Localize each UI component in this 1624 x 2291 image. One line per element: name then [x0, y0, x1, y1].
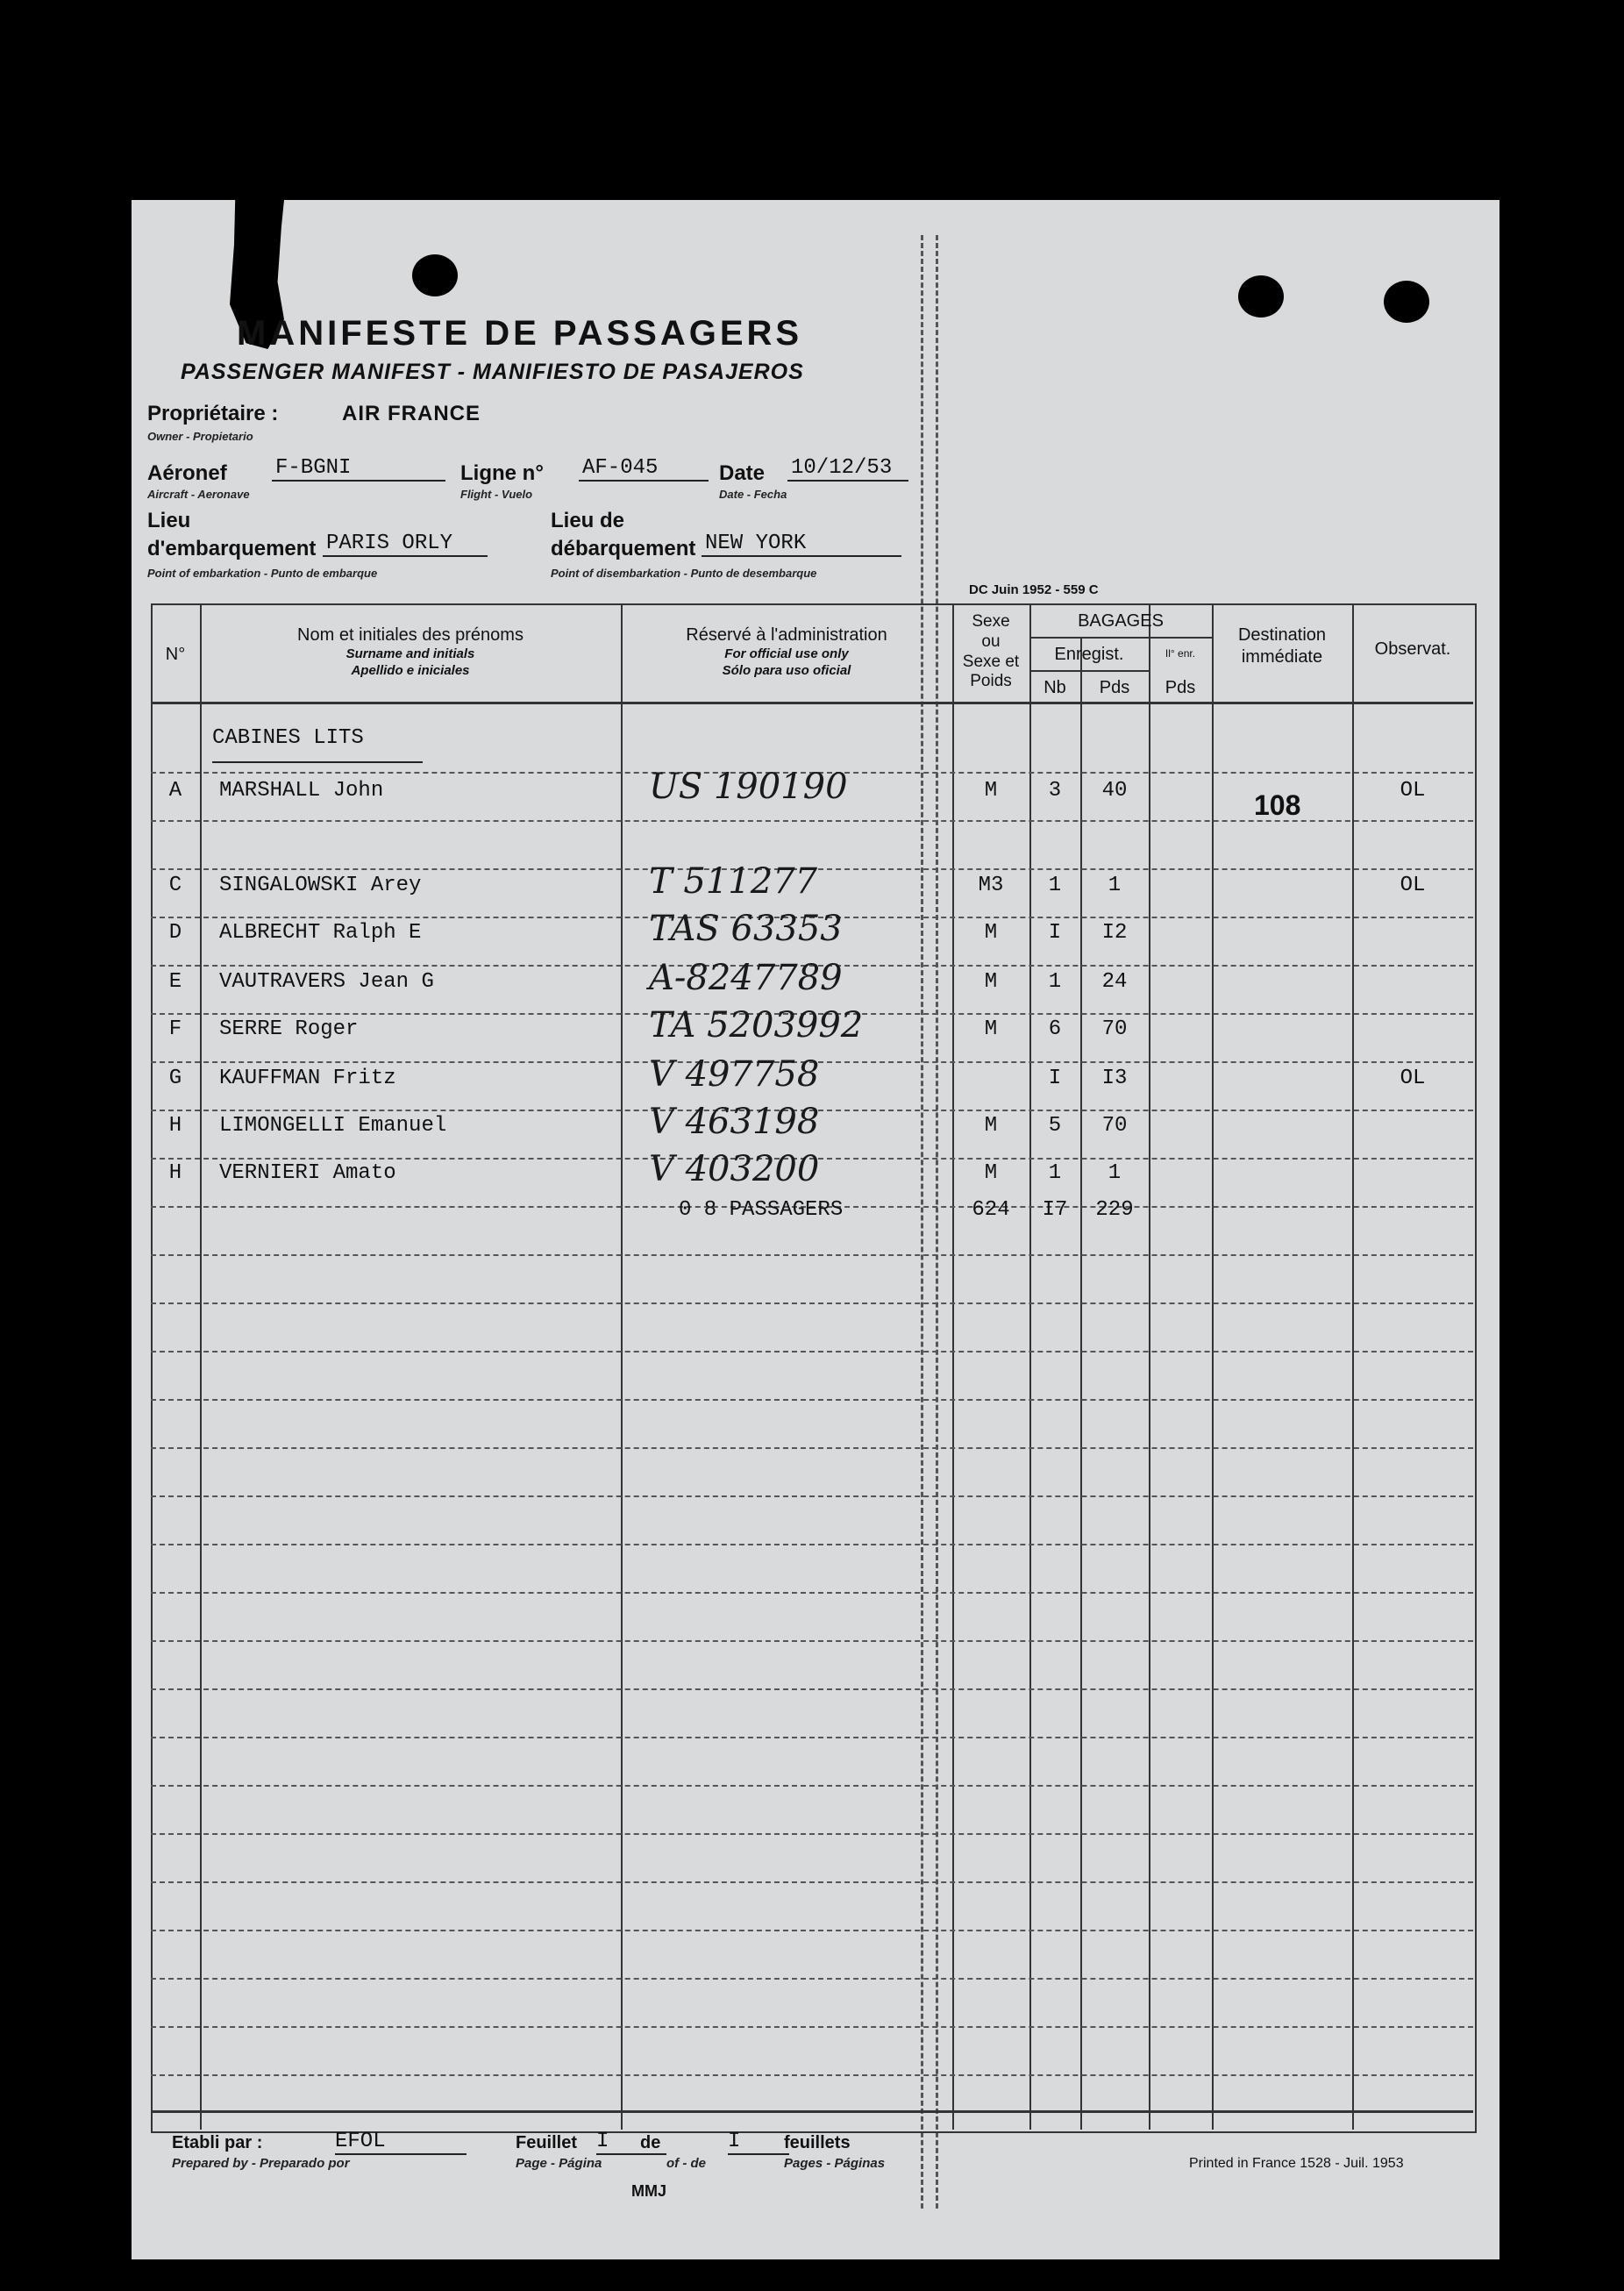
row-rule: [151, 1881, 1473, 1883]
row-rule: [151, 1303, 1473, 1304]
admin-handwritten-number: V 463198: [649, 1102, 820, 1142]
punch-hole: [1384, 281, 1429, 323]
initials: MMJ: [631, 2182, 666, 2200]
page-sub: Page - Página: [516, 2156, 602, 2171]
header-rule: [1029, 637, 1212, 639]
disembark-label-2: débarquement: [551, 537, 696, 560]
passenger-name: SERRE Roger: [219, 1017, 359, 1041]
column-divider: [1029, 603, 1031, 2130]
row-rule: [151, 1688, 1473, 1690]
col-header-admin-en: For official use only: [724, 646, 849, 661]
manifest-sheet: [132, 200, 1499, 2259]
col-header-dest-1: Destination: [1237, 625, 1327, 645]
baggage-weight: 1: [1108, 1161, 1122, 1185]
baggage-weight: I3: [1101, 1067, 1128, 1090]
col-header-admin-fr: Réservé à l'administration: [686, 625, 887, 645]
passenger-sex: M: [984, 779, 998, 803]
admin-handwritten-number: V 497758: [649, 1054, 820, 1095]
passenger-sex: M: [984, 921, 998, 945]
col-header-observat: Observat.: [1374, 639, 1451, 659]
passenger-sex: M: [984, 1114, 998, 1138]
row-rule: [151, 1785, 1473, 1787]
row-rule: [151, 1254, 1473, 1256]
header-rule: [1029, 670, 1149, 672]
col-header-name-fr: Nom et initiales des prénoms: [297, 625, 524, 645]
prepared-value: EFOL: [335, 2130, 467, 2155]
column-divider: [621, 603, 623, 2130]
row-rule: [151, 1833, 1473, 1835]
baggage-count: 1: [1048, 874, 1062, 897]
col-header-sexe-4: Poids: [970, 672, 1012, 691]
row-no: H: [168, 1161, 182, 1185]
admin-handwritten-number: US 190190: [649, 767, 848, 807]
passenger-name: KAUFFMAN Fritz: [219, 1067, 396, 1090]
observation: OL: [1400, 1067, 1426, 1090]
column-divider: [952, 603, 954, 2130]
date-sub: Date - Fecha: [719, 488, 787, 501]
embark-sub: Point of embarkation - Punto de embarque: [147, 567, 378, 580]
column-divider: [1212, 603, 1214, 2130]
embark-value: PARIS ORLY: [323, 532, 488, 557]
date-value: 10/12/53: [787, 456, 908, 482]
baggage-weight: 1: [1108, 874, 1122, 897]
of-label: de: [640, 2133, 661, 2152]
of-value: I: [728, 2130, 789, 2155]
passenger-name: VAUTRAVERS Jean G: [219, 970, 434, 994]
col-header-sexe-2: ou: [981, 632, 1001, 651]
flight-sub: Flight - Vuelo: [460, 488, 533, 501]
of-sub: of - de: [666, 2156, 706, 2171]
date-label: Date: [719, 461, 766, 485]
prepared-label: Etabli par :: [172, 2133, 263, 2152]
row-no: H: [168, 1114, 182, 1138]
admin-handwritten-number: A-8247789: [649, 958, 843, 998]
totals-pds: 229: [1095, 1198, 1134, 1222]
column-divider: [1149, 603, 1150, 2130]
baggage-count: 1: [1048, 970, 1062, 994]
column-divider: [200, 603, 202, 2130]
row-rule: [151, 1930, 1473, 1931]
row-rule: [151, 2074, 1473, 2076]
col-header-sexe-1: Sexe: [972, 612, 1010, 631]
totals-nb: I7: [1042, 1198, 1068, 1222]
col-header-pds2: Pds: [1165, 678, 1196, 697]
baggage-count: I: [1048, 921, 1062, 945]
row-no: C: [168, 874, 182, 897]
observation: OL: [1400, 874, 1426, 897]
row-rule: [151, 1447, 1473, 1449]
page-subtitle: PASSENGER MANIFEST - MANIFIESTO DE PASAJEROS: [181, 360, 804, 384]
row-no: F: [168, 1017, 182, 1041]
disembark-value: NEW YORK: [702, 532, 901, 557]
row-rule: [151, 1399, 1473, 1401]
page-title: MANIFESTE DE PASSAGERS: [237, 314, 803, 353]
row-rule: [151, 1495, 1473, 1497]
row-rule: [151, 1978, 1473, 1980]
admin-handwritten-number: TA 5203992: [649, 1005, 864, 1046]
col-header-destination: [1212, 624, 1352, 668]
column-divider: [1352, 603, 1354, 2130]
row-rule: [151, 1351, 1473, 1352]
baggage-weight: 40: [1101, 779, 1128, 803]
col-header-name-es: Apellido e iniciales: [351, 662, 470, 678]
sheet-label: Feuillet: [516, 2133, 578, 2152]
passenger-name: MARSHALL John: [219, 779, 384, 803]
footer-rule: [151, 2110, 1473, 2113]
row-no: E: [168, 970, 182, 994]
row-rule: [151, 1544, 1473, 1545]
baggage-weight: 24: [1101, 970, 1128, 994]
col-header-admin-es: Sólo para uso oficial: [722, 662, 851, 678]
passenger-name: VERNIERI Amato: [219, 1161, 396, 1185]
row-no: G: [168, 1067, 182, 1090]
header-bottom-rule: [151, 702, 1473, 704]
col-header-admin: [621, 624, 952, 680]
column-divider: [1080, 639, 1082, 2130]
passenger-sex: M: [984, 1017, 998, 1041]
col-header-pds: Pds: [1099, 678, 1130, 697]
row-rule: [151, 1640, 1473, 1642]
col-header-enregist: Enregist.: [1054, 645, 1124, 664]
observation: OL: [1400, 779, 1426, 803]
baggage-weight: 70: [1101, 1017, 1128, 1041]
row-rule: [151, 1737, 1473, 1738]
totals-label: 0 8 PASSAGERS: [679, 1198, 844, 1222]
baggage-count: 5: [1048, 1114, 1062, 1138]
passenger-sex: M: [984, 1161, 998, 1185]
punch-hole: [1238, 275, 1284, 318]
passenger-name: ALBRECHT Ralph E: [219, 921, 422, 945]
baggage-weight: I2: [1101, 921, 1128, 945]
passenger-sex: M3: [978, 874, 1004, 897]
col-header-nb: Nb: [1043, 678, 1066, 697]
row-no: A: [168, 779, 182, 803]
col-header-sexe: [952, 612, 1029, 692]
col-header-sexe-3: Sexe et: [962, 652, 1020, 671]
pages-sub: Pages - Páginas: [784, 2156, 886, 2171]
flight-value: AF-045: [579, 456, 709, 482]
admin-handwritten-number: V 403200: [649, 1149, 820, 1189]
totals-poids: 624: [972, 1198, 1010, 1222]
table-frame: [151, 603, 1477, 2133]
aircraft-label: Aéronef: [147, 461, 227, 485]
owner-sub: Owner - Propietario: [147, 430, 253, 443]
row-no: D: [168, 921, 182, 945]
form-code: DC Juin 1952 - 559 C: [969, 582, 1099, 597]
passenger-name: LIMONGELLI Emanuel: [219, 1114, 447, 1138]
destination-note: 108: [1254, 789, 1301, 821]
section-label: CABINES LITS: [212, 726, 364, 750]
baggage-count: 1: [1048, 1161, 1062, 1185]
printer-note: Printed in France 1528 - Juil. 1953: [1189, 2156, 1404, 2171]
owner-label: Propriétaire :: [147, 402, 279, 425]
embark-label-2: d'embarquement: [147, 537, 317, 560]
col-header-bagages: BAGAGES: [1078, 611, 1164, 631]
sheet-value: I: [596, 2130, 666, 2155]
disembark-sub: Point of disembarkation - Punto de desembarque: [551, 567, 817, 580]
punch-hole: [412, 254, 458, 296]
disembark-label: Lieu de: [551, 509, 625, 532]
col-header-ne-enr: Il° enr.: [1165, 647, 1196, 660]
col-header-dest-2: immédiate: [1241, 647, 1323, 667]
baggage-count: 3: [1048, 779, 1062, 803]
col-header-name: [200, 624, 621, 680]
section-underline: [212, 761, 423, 763]
row-rule: [151, 1592, 1473, 1594]
aircraft-sub: Aircraft - Aeronave: [147, 488, 250, 501]
baggage-count: 6: [1048, 1017, 1062, 1041]
aircraft-value: F-BGNI: [272, 456, 445, 482]
row-rule: [151, 2026, 1473, 2028]
prepared-sub: Prepared by - Preparado por: [172, 2156, 350, 2171]
passenger-name: SINGALOWSKI Arey: [219, 874, 422, 897]
admin-handwritten-number: T 511277: [649, 861, 818, 902]
col-header-name-en: Surname and initials: [345, 646, 475, 661]
baggage-count: I: [1048, 1067, 1062, 1090]
owner-value: AIR FRANCE: [342, 402, 481, 425]
col-header-no: N°: [165, 645, 186, 664]
admin-handwritten-number: TAS 63353: [649, 909, 843, 949]
sheets-label: feuillets: [784, 2133, 851, 2152]
embark-label: Lieu: [147, 509, 191, 532]
passenger-sex: M: [984, 970, 998, 994]
baggage-weight: 70: [1101, 1114, 1128, 1138]
flight-label: Ligne n°: [460, 461, 544, 485]
